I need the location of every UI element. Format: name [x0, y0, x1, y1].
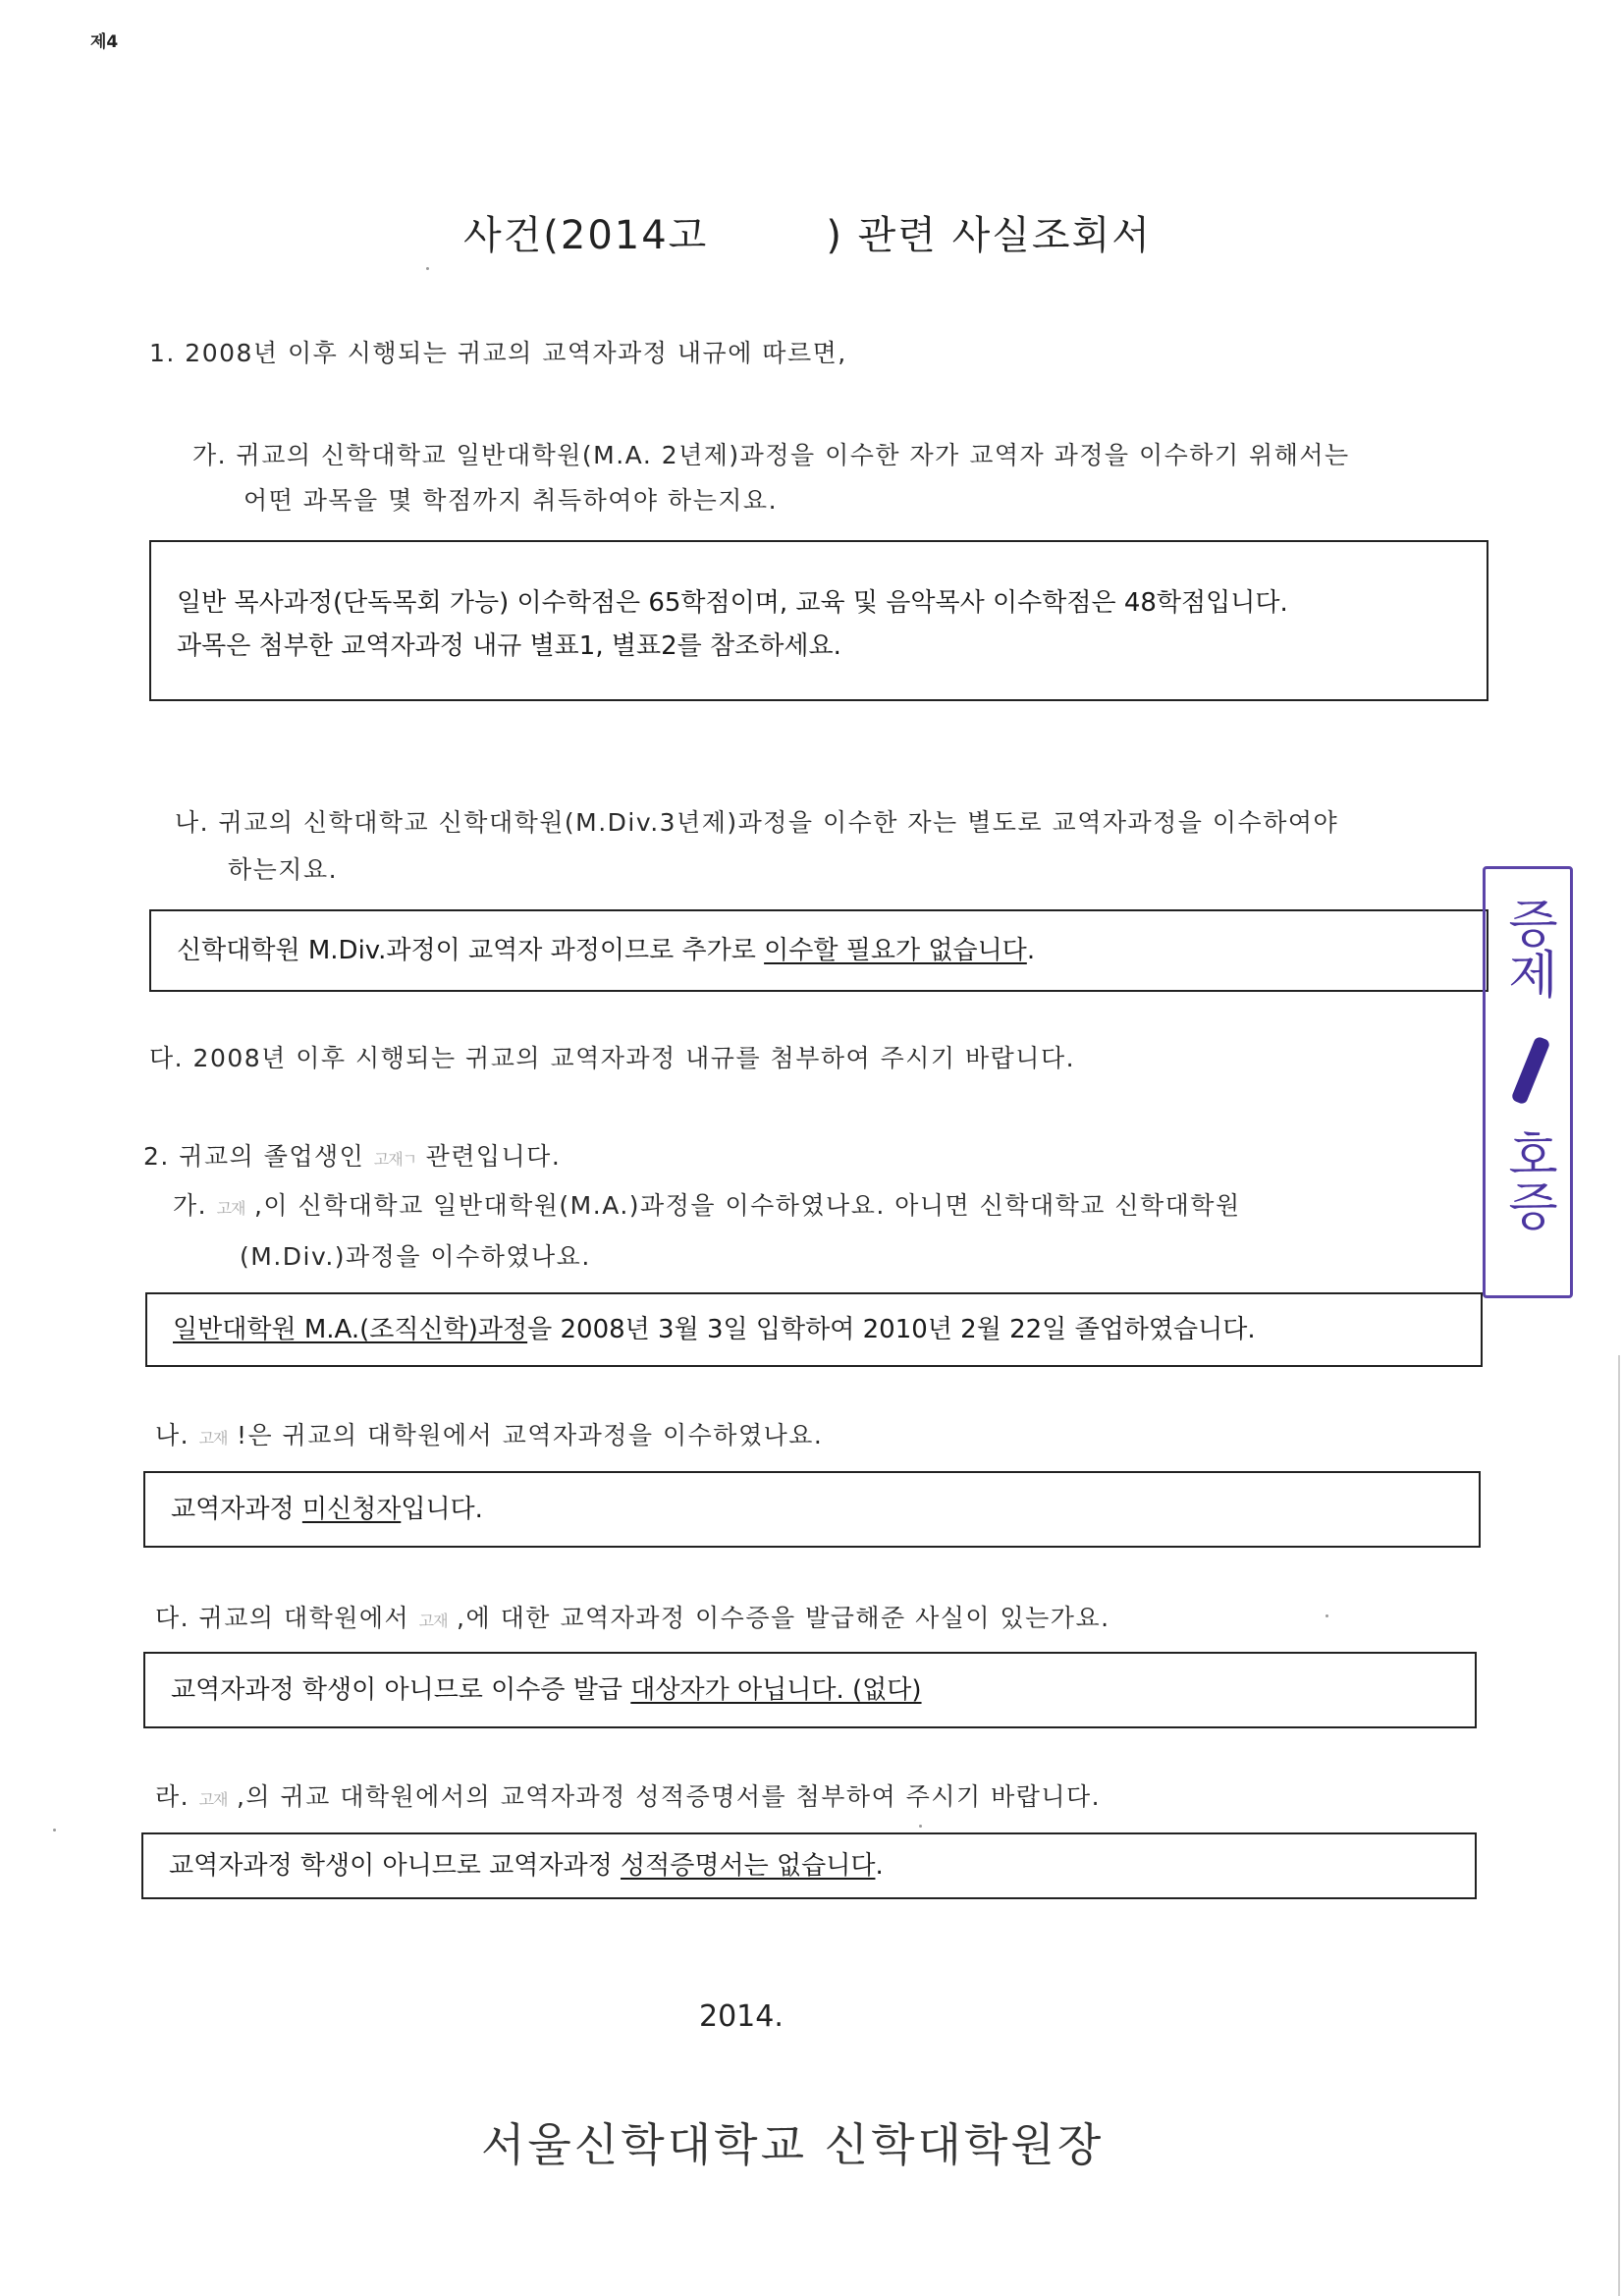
- s2-da-answer-plain: 교역자과정 학생이 아니므로 이수증 발급: [171, 1675, 631, 1705]
- redacted-name: 고재: [198, 1428, 228, 1448]
- scan-edge-line: [1618, 1355, 1620, 2296]
- section2-intro: [143, 1137, 561, 1173]
- s2-da-q-text: ,에 대한 교역자과정 이수증을 발급해준 사실이 있는가요.: [457, 1604, 1110, 1632]
- s1-da-question: 다. 2008년 이후 시행되는 귀교의 교역자과정 내규를 첨부하여 주시기 바랍니다.: [149, 1044, 1076, 1072]
- s2-na-answer-underlined: 미신청자: [301, 1495, 402, 1524]
- s2-ga-answer-box: [145, 1292, 1483, 1367]
- s2-intro-part1: 2. 귀교의 졸업생인: [143, 1142, 365, 1171]
- s2-na-q-label: 나.: [155, 1421, 190, 1449]
- page-corner-label: 제4: [90, 32, 119, 52]
- s2-ga-answer-underlined: 일반대학원 M.A.(조직신학)과정: [173, 1315, 528, 1344]
- redacted-name: 고재: [198, 1789, 228, 1809]
- s2-intro-part2: 관련입니다.: [425, 1142, 562, 1171]
- s2-na-answer-end: 입니다.: [401, 1495, 483, 1524]
- s2-ga-q-text: ,이 신학대학교 일반대학원(M.A.)과정을 이수하였나요. 아니면 신학대학교 신학대학원: [253, 1191, 1241, 1220]
- s2-na-question: [155, 1416, 823, 1451]
- stamp-top-text: 증제: [1498, 897, 1557, 999]
- s2-ga-question-line1: [173, 1186, 1241, 1222]
- s2-da-question: [155, 1599, 1110, 1634]
- s1-na-answer-box: [149, 909, 1488, 992]
- title-right: ) 관련 사실조회서: [826, 213, 1152, 258]
- scan-speck: [426, 267, 429, 270]
- s1-ga-answer-line1: 일반 목사과정(단독목회 가능) 이수학점은 65학점이며, 교육 및 음악목사 이수학점은 48학점입니다.: [177, 588, 1288, 618]
- document-date: 2014.: [699, 1999, 784, 2034]
- s2-ga-answer-rest: 을 2008년 3월 3일 입학하여 2010년 2월 22일 졸업하였습니다.: [527, 1315, 1256, 1344]
- s2-da-answer-underlined: 대상자가 아닙니다. (없다): [630, 1675, 922, 1705]
- s2-da-answer-box: [143, 1652, 1477, 1728]
- s2-ra-answer-end: .: [875, 1851, 884, 1881]
- s2-na-answer-plain: 교역자과정: [171, 1495, 302, 1524]
- s2-ra-question: [155, 1777, 1101, 1813]
- redacted-name: 고재: [418, 1611, 448, 1630]
- title-left: 사건(2014고: [463, 213, 709, 258]
- s2-da-q-label: 다. 귀교의 대학원에서: [155, 1604, 410, 1632]
- s2-ra-answer-box: [141, 1832, 1477, 1899]
- scan-speck: [1325, 1614, 1328, 1617]
- s2-ra-q-text: ,의 귀교 대학원에서의 교역자과정 성적증명서를 첨부하여 주시기 바랍니다.: [236, 1782, 1102, 1811]
- s2-na-answer-box: [143, 1471, 1481, 1548]
- s1-na-question-line2: 하는지요.: [228, 855, 339, 884]
- s2-ga-q-label: 가.: [173, 1191, 208, 1220]
- s1-na-answer-end: .: [1026, 936, 1036, 965]
- scan-speck: [53, 1829, 56, 1831]
- evidence-stamp: [1483, 866, 1573, 1298]
- s1-ga-question-line2: 어떤 과목을 몇 학점까지 취득하여야 하는지요.: [243, 486, 779, 515]
- scan-speck: [919, 1825, 922, 1828]
- s1-ga-answer-box: [149, 540, 1488, 701]
- s1-ga-answer-line2: 과목은 첨부한 교역자과정 내규 별표1, 별표2를 참조하세요.: [177, 631, 841, 661]
- s1-na-answer-plain: 신학대학원 M.Div.과정이 교역자 과정이므로 추가로: [177, 936, 765, 965]
- redacted-name: 고재: [216, 1198, 245, 1218]
- s2-ra-answer-underlined: 성적증명서는 없습니다: [621, 1851, 876, 1881]
- stamp-bottom-text: 호증: [1498, 1128, 1557, 1230]
- s2-ga-question-line2: (M.Div.)과정을 이수하였나요.: [240, 1242, 591, 1271]
- document-title: [463, 204, 1152, 260]
- section1-intro: 1. 2008년 이후 시행되는 귀교의 교역자과정 내규에 따르면,: [149, 339, 847, 367]
- s1-ga-question-line1: 가. 귀교의 신학대학교 일반대학원(M.A. 2년제)과정을 이수한 자가 교역자 과정을 이수하기 위해서는: [192, 441, 1350, 469]
- s1-na-question-line1: 나. 귀교의 신학대학교 신학대학원(M.Div.3년제)과정을 이수한 자는 별도로 교역자과정을 이수하여야: [175, 808, 1339, 837]
- s2-ra-q-label: 라.: [155, 1782, 190, 1811]
- s1-na-answer-underlined: 이수할 필요가 없습니다: [764, 936, 1027, 965]
- s2-na-q-text: !은 귀교의 대학원에서 교역자과정을 이수하였나요.: [236, 1421, 824, 1449]
- stamp-handwritten-mark: [1510, 1036, 1550, 1106]
- s2-ra-answer-plain: 교역자과정 학생이 아니므로 교역자과정: [169, 1851, 622, 1881]
- redacted-name: 고재ㄱ: [373, 1149, 417, 1169]
- issuer-signature-line: 서울신학대학교 신학대학원장: [481, 2118, 1105, 2171]
